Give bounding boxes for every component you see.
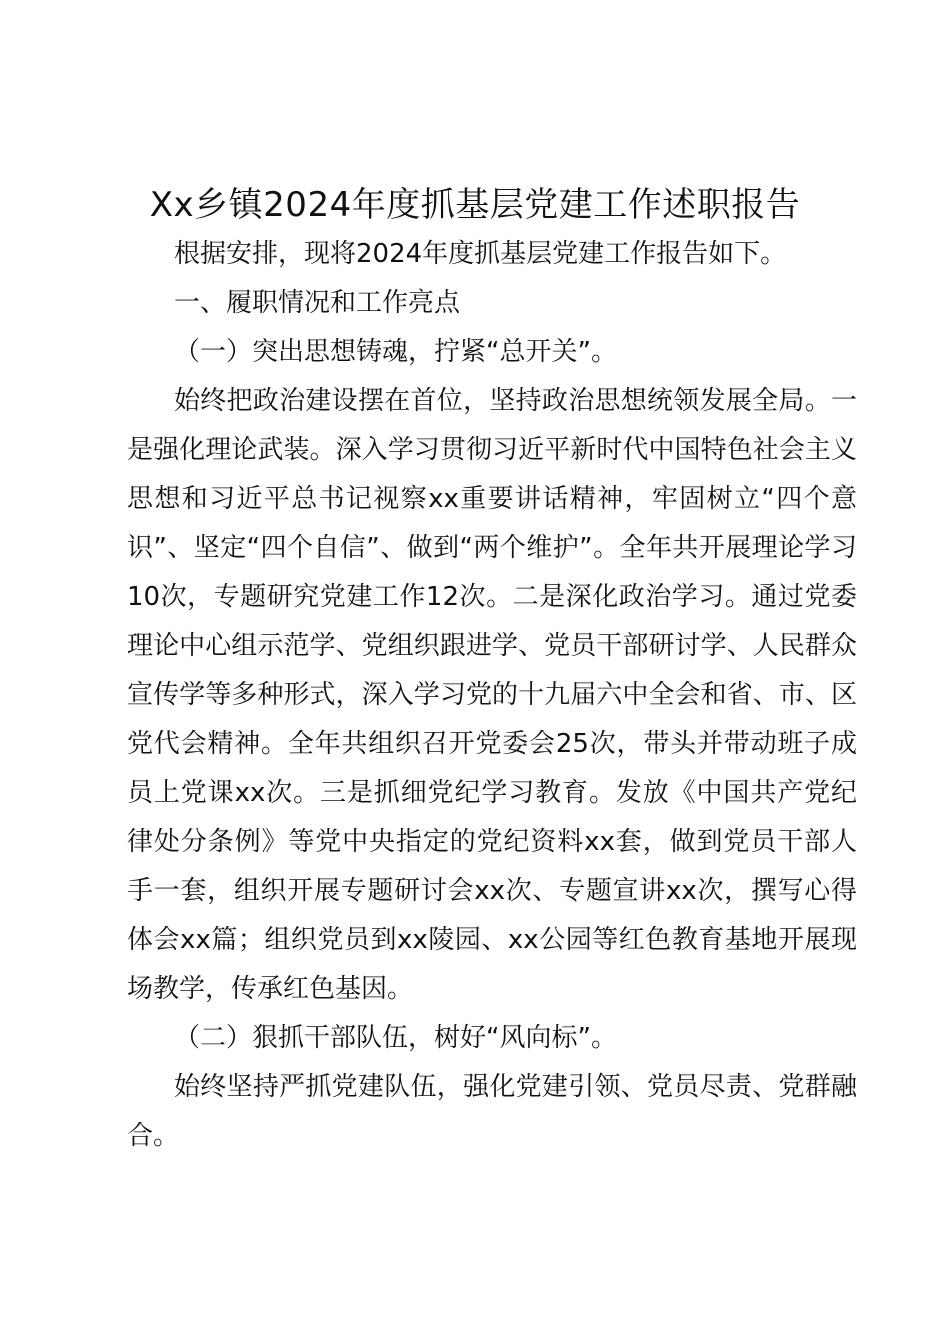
subsection-body-1: 始终把政治建设摆在首位，坚持政治思想统领发展全局。一是强化理论武装。深入学习贯彻习近平新时代中国特色社会主义思想和习近平总书记视察xx重要讲话精神，牢固树立“四个意识”、坚定“四个自信”、做到“两个维护”。全年共开展理论学习10次，专题研究党建工作12次。二是深化政治学习。通过党委理论中心组示范学、党组织跟进学、党员干部研讨学、人民群众宣传学等多种形式，深入学习党的十九届六中全会和省、市、区党代会精神。全年共组织召开党委会25次，带头并带动班子成员上党课xx次。三是抓细党纪学习教育。发放《中国共产党纪律处分条例》等党中央指定的党纪资料xx套，做到党员干部人手一套，组织开展专题研讨会xx次、专题宣讲xx次，撰写心得体会xx篇；组织党员到xx陵园、xx公园等红色教育基地开展现场教学，传承红色基因。 bbox=[127, 386, 857, 1004]
document-title: Xx乡镇2024年度抓基层党建工作述职报告 bbox=[149, 185, 801, 225]
intro-paragraph: 根据安排，现将2024年度抓基层党建工作报告如下。 bbox=[174, 239, 787, 269]
subsection-heading-2: （二）狠抓干部队伍，树好“风向标”。 bbox=[174, 1023, 617, 1053]
document-page bbox=[127, 180, 857, 1161]
section-heading-1: 一、履职情况和工作亮点 bbox=[174, 288, 461, 318]
subsection-body-2: 始终坚持严抓党建队伍，强化党建引领、党员尽责、党群融合。 bbox=[127, 1072, 857, 1151]
subsection-heading-1: （一）突出思想铸魂，拧紧“总开关”。 bbox=[174, 337, 617, 367]
